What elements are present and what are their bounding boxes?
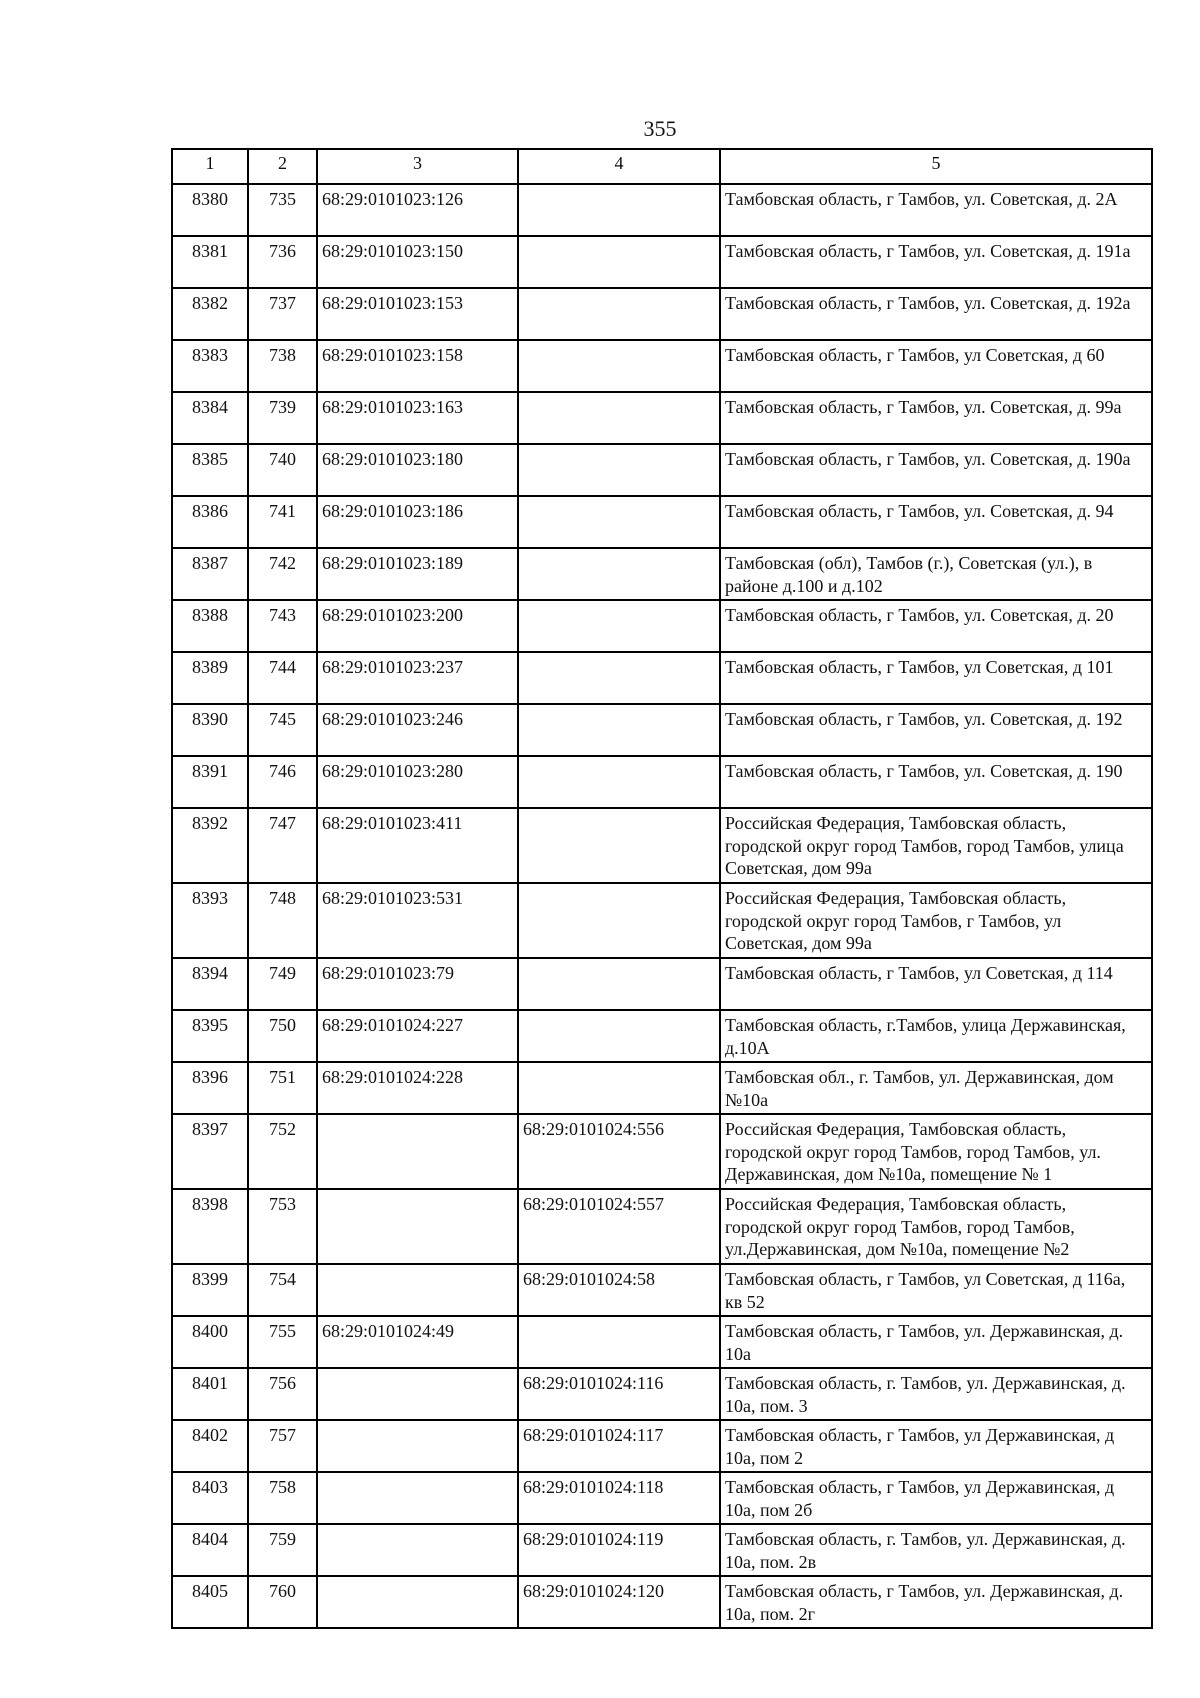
object-cadastral-number-cell (518, 184, 720, 236)
column-header-4: 4 (518, 149, 720, 184)
table-row (172, 704, 1152, 756)
land-cadastral-number-cell (317, 1114, 518, 1189)
object-cadastral-number-cell (518, 392, 720, 444)
row-number-cell: 8386 (172, 496, 248, 548)
row-number-cell: 8389 (172, 652, 248, 704)
object-cadastral-number-cell: 68:29:0101024:119 (518, 1524, 720, 1576)
table-row (172, 1189, 1152, 1264)
item-number-cell: 742 (248, 548, 317, 600)
item-number-cell: 754 (248, 1264, 317, 1316)
table-row (172, 808, 1152, 883)
row-number-cell: 8394 (172, 958, 248, 1010)
item-number-cell: 738 (248, 340, 317, 392)
row-number-cell: 8387 (172, 548, 248, 600)
land-cadastral-number-cell: 68:29:0101023:180 (317, 444, 518, 496)
address-cell: Тамбовская область, г Тамбов, ул. Державинская, д. 10а, пом. 2г (720, 1576, 1152, 1628)
row-number-cell: 8393 (172, 883, 248, 958)
item-number-cell: 750 (248, 1010, 317, 1062)
item-number-cell: 741 (248, 496, 317, 548)
row-number-cell: 8399 (172, 1264, 248, 1316)
object-cadastral-number-cell (518, 340, 720, 392)
address-cell: Тамбовская область, г Тамбов, ул. Советская, д. 192 (720, 704, 1152, 756)
address-cell: Тамбовская область, г Тамбов, ул Державинская, д 10а, пом 2 (720, 1420, 1152, 1472)
object-cadastral-number-cell (518, 236, 720, 288)
address-cell: Тамбовская область, г Тамбов, ул. Державинская, д. 10а (720, 1316, 1152, 1368)
row-number-cell: 8392 (172, 808, 248, 883)
land-cadastral-number-cell: 68:29:0101024:228 (317, 1062, 518, 1114)
object-cadastral-number-cell (518, 704, 720, 756)
land-cadastral-number-cell: 68:29:0101023:150 (317, 236, 518, 288)
item-number-cell: 743 (248, 600, 317, 652)
land-cadastral-number-cell (317, 1420, 518, 1472)
address-cell: Тамбовская область, г Тамбов, ул Советская, д 116а, кв 52 (720, 1264, 1152, 1316)
header-row (172, 149, 1152, 184)
address-cell: Тамбовская (обл), Тамбов (г.), Советская (ул.), в районе д.100 и д.102 (720, 548, 1152, 600)
object-cadastral-number-cell (518, 1062, 720, 1114)
table-row (172, 444, 1152, 496)
table-row (172, 1316, 1152, 1368)
table-row (172, 1368, 1152, 1420)
address-cell: Тамбовская область, г Тамбов, ул. Советская, д. 192а (720, 288, 1152, 340)
row-number-cell: 8397 (172, 1114, 248, 1189)
row-number-cell: 8391 (172, 756, 248, 808)
table-row (172, 1010, 1152, 1062)
page-number: 355 (643, 116, 677, 141)
table-row (172, 1576, 1152, 1628)
item-number-cell: 736 (248, 236, 317, 288)
row-number-cell: 8382 (172, 288, 248, 340)
address-cell: Тамбовская обл., г. Тамбов, ул. Державинская, дом №10а (720, 1062, 1152, 1114)
table-row (172, 883, 1152, 958)
land-cadastral-number-cell (317, 1472, 518, 1524)
row-number-cell: 8402 (172, 1420, 248, 1472)
row-number-cell: 8395 (172, 1010, 248, 1062)
row-number-cell: 8403 (172, 1472, 248, 1524)
row-number-cell: 8401 (172, 1368, 248, 1420)
table-row (172, 340, 1152, 392)
land-cadastral-number-cell: 68:29:0101023:186 (317, 496, 518, 548)
land-cadastral-number-cell: 68:29:0101024:227 (317, 1010, 518, 1062)
address-cell: Тамбовская область, г Тамбов, ул. Советская, д. 191а (720, 236, 1152, 288)
row-number-cell: 8388 (172, 600, 248, 652)
address-cell: Тамбовская область, г Тамбов, ул. Советская, д. 190а (720, 444, 1152, 496)
land-cadastral-number-cell: 68:29:0101024:49 (317, 1316, 518, 1368)
table-row (172, 958, 1152, 1010)
column-header-3: 3 (317, 149, 518, 184)
table-body (172, 184, 1152, 1628)
object-cadastral-number-cell (518, 1316, 720, 1368)
object-cadastral-number-cell: 68:29:0101024:557 (518, 1189, 720, 1264)
table-row (172, 548, 1152, 600)
land-cadastral-number-cell: 68:29:0101023:79 (317, 958, 518, 1010)
row-number-cell: 8405 (172, 1576, 248, 1628)
land-cadastral-number-cell: 68:29:0101023:189 (317, 548, 518, 600)
object-cadastral-number-cell: 68:29:0101024:117 (518, 1420, 720, 1472)
table-row (172, 600, 1152, 652)
object-cadastral-number-cell (518, 808, 720, 883)
item-number-cell: 749 (248, 958, 317, 1010)
land-cadastral-number-cell: 68:29:0101023:158 (317, 340, 518, 392)
land-cadastral-number-cell: 68:29:0101023:163 (317, 392, 518, 444)
table-header (172, 149, 1152, 184)
row-number-cell: 8384 (172, 392, 248, 444)
land-cadastral-number-cell: 68:29:0101023:411 (317, 808, 518, 883)
land-cadastral-number-cell: 68:29:0101023:200 (317, 600, 518, 652)
land-cadastral-number-cell (317, 1189, 518, 1264)
address-cell: Тамбовская область, г Тамбов, ул Советская, д 60 (720, 340, 1152, 392)
object-cadastral-number-cell (518, 652, 720, 704)
object-cadastral-number-cell (518, 288, 720, 340)
row-number-cell: 8385 (172, 444, 248, 496)
object-cadastral-number-cell: 68:29:0101024:120 (518, 1576, 720, 1628)
item-number-cell: 744 (248, 652, 317, 704)
row-number-cell: 8398 (172, 1189, 248, 1264)
address-cell: Тамбовская область, г Тамбов, ул. Советская, д. 2А (720, 184, 1152, 236)
table-row (172, 1062, 1152, 1114)
land-cadastral-number-cell: 68:29:0101023:153 (317, 288, 518, 340)
object-cadastral-number-cell (518, 756, 720, 808)
object-cadastral-number-cell (518, 548, 720, 600)
table-row (172, 1524, 1152, 1576)
land-cadastral-number-cell (317, 1368, 518, 1420)
row-number-cell: 8400 (172, 1316, 248, 1368)
address-cell: Тамбовская область, г Тамбов, ул. Советская, д. 94 (720, 496, 1152, 548)
item-number-cell: 759 (248, 1524, 317, 1576)
object-cadastral-number-cell (518, 1010, 720, 1062)
item-number-cell: 740 (248, 444, 317, 496)
address-cell: Российская Федерация, Тамбовская область, городской округ город Тамбов, город Тамбов, ул.Державинская, дом №10а, помещение №2 (720, 1189, 1152, 1264)
object-cadastral-number-cell (518, 444, 720, 496)
object-cadastral-number-cell (518, 600, 720, 652)
table-row (172, 756, 1152, 808)
row-number-cell: 8390 (172, 704, 248, 756)
table-row (172, 236, 1152, 288)
item-number-cell: 735 (248, 184, 317, 236)
item-number-cell: 745 (248, 704, 317, 756)
land-cadastral-number-cell (317, 1264, 518, 1316)
land-cadastral-number-cell: 68:29:0101023:280 (317, 756, 518, 808)
item-number-cell: 737 (248, 288, 317, 340)
registry-table (171, 148, 1153, 1629)
object-cadastral-number-cell (518, 496, 720, 548)
item-number-cell: 760 (248, 1576, 317, 1628)
table-row (172, 652, 1152, 704)
row-number-cell: 8381 (172, 236, 248, 288)
item-number-cell: 755 (248, 1316, 317, 1368)
object-cadastral-number-cell: 68:29:0101024:116 (518, 1368, 720, 1420)
address-cell: Тамбовская область, г. Тамбов, ул. Державинская, д. 10а, пом. 2в (720, 1524, 1152, 1576)
address-cell: Тамбовская область, г Тамбов, ул. Советская, д. 190 (720, 756, 1152, 808)
object-cadastral-number-cell: 68:29:0101024:556 (518, 1114, 720, 1189)
address-cell: Тамбовская область, г Тамбов, ул Советская, д 101 (720, 652, 1152, 704)
row-number-cell: 8404 (172, 1524, 248, 1576)
item-number-cell: 757 (248, 1420, 317, 1472)
row-number-cell: 8380 (172, 184, 248, 236)
land-cadastral-number-cell (317, 1524, 518, 1576)
item-number-cell: 747 (248, 808, 317, 883)
address-cell: Тамбовская область, г Тамбов, ул Советская, д 114 (720, 958, 1152, 1010)
land-cadastral-number-cell: 68:29:0101023:531 (317, 883, 518, 958)
item-number-cell: 758 (248, 1472, 317, 1524)
table-row (172, 1264, 1152, 1316)
address-cell: Тамбовская область, г Тамбов, ул Державинская, д 10а, пом 2б (720, 1472, 1152, 1524)
item-number-cell: 739 (248, 392, 317, 444)
address-cell: Российская Федерация, Тамбовская область, городской округ город Тамбов, город Тамбов, улица Советская, дом 99а (720, 808, 1152, 883)
land-cadastral-number-cell: 68:29:0101023:246 (317, 704, 518, 756)
item-number-cell: 756 (248, 1368, 317, 1420)
table-row (172, 288, 1152, 340)
address-cell: Российская Федерация, Тамбовская область, городской округ город Тамбов, г Тамбов, ул Советская, дом 99а (720, 883, 1152, 958)
land-cadastral-number-cell: 68:29:0101023:237 (317, 652, 518, 704)
address-cell: Тамбовская область, г. Тамбов, ул. Державинская, д. 10а, пом. 3 (720, 1368, 1152, 1420)
table-row (172, 496, 1152, 548)
column-header-1: 1 (172, 149, 248, 184)
table-row (172, 1472, 1152, 1524)
column-header-5: 5 (720, 149, 1152, 184)
object-cadastral-number-cell: 68:29:0101024:58 (518, 1264, 720, 1316)
object-cadastral-number-cell: 68:29:0101024:118 (518, 1472, 720, 1524)
column-header-2: 2 (248, 149, 317, 184)
item-number-cell: 751 (248, 1062, 317, 1114)
land-cadastral-number-cell (317, 1576, 518, 1628)
object-cadastral-number-cell (518, 883, 720, 958)
address-cell: Тамбовская область, г.Тамбов, улица Державинская, д.10А (720, 1010, 1152, 1062)
item-number-cell: 753 (248, 1189, 317, 1264)
item-number-cell: 748 (248, 883, 317, 958)
item-number-cell: 746 (248, 756, 317, 808)
row-number-cell: 8396 (172, 1062, 248, 1114)
address-cell: Тамбовская область, г Тамбов, ул. Советская, д. 20 (720, 600, 1152, 652)
table-row (172, 1420, 1152, 1472)
address-cell: Российская Федерация, Тамбовская область, городской округ город Тамбов, город Тамбов, ул. Державинская, дом №10а, помещение № 1 (720, 1114, 1152, 1189)
table-row (172, 184, 1152, 236)
item-number-cell: 752 (248, 1114, 317, 1189)
land-cadastral-number-cell: 68:29:0101023:126 (317, 184, 518, 236)
row-number-cell: 8383 (172, 340, 248, 392)
object-cadastral-number-cell (518, 958, 720, 1010)
table-row (172, 392, 1152, 444)
address-cell: Тамбовская область, г Тамбов, ул. Советская, д. 99а (720, 392, 1152, 444)
table-row (172, 1114, 1152, 1189)
